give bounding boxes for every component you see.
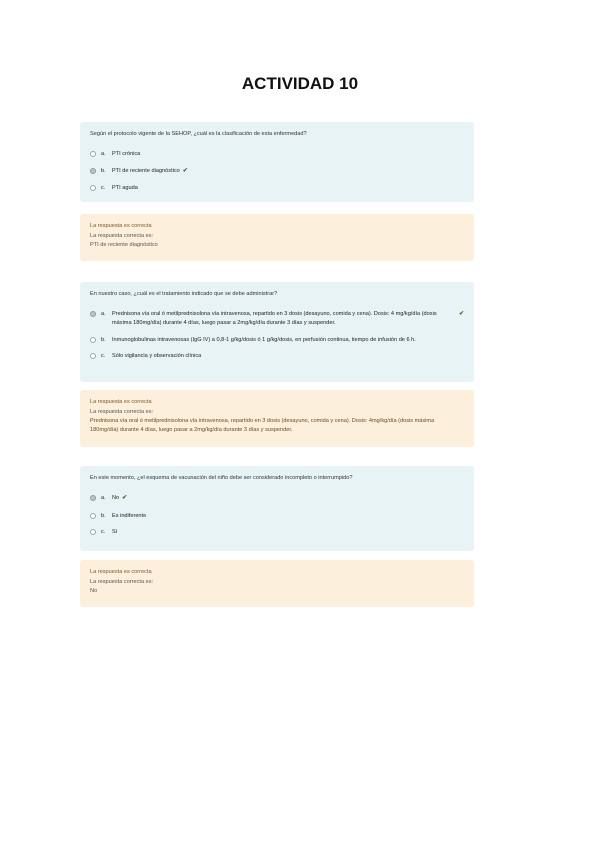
option-letter: a.	[101, 311, 106, 318]
option-a[interactable]	[90, 494, 464, 503]
option-letter: b.	[101, 512, 106, 519]
checkmark-icon: ✔	[122, 495, 128, 502]
radio-button[interactable]	[90, 151, 96, 157]
feedback-card-1	[80, 214, 474, 261]
option-letter: a.	[101, 151, 106, 158]
option-text: PTI de reciente diagnóstico	[112, 168, 180, 175]
option-c[interactable]	[90, 528, 464, 537]
option-c[interactable]	[90, 352, 464, 361]
question-text: Según el protocolo vigente de la SEHOP, ¿cuál es la clasificación de esta enfermedad?	[90, 131, 307, 137]
feedback-status: La respuesta es correcta	[90, 569, 152, 575]
correct-answer-text: PTI de reciente diagnóstico	[90, 242, 158, 248]
correct-answer-label: La respuesta correcta es:	[90, 408, 154, 415]
option-a[interactable]	[90, 150, 464, 159]
option-letter: c.	[101, 353, 106, 360]
radio-button-selected[interactable]	[90, 168, 96, 174]
question-card-1	[80, 122, 474, 202]
feedback-card-3	[80, 560, 474, 607]
radio-button[interactable]	[90, 185, 96, 191]
option-text: Es indiferente	[112, 512, 147, 519]
feedback-card-2	[80, 390, 474, 447]
option-text: Sí	[112, 529, 118, 536]
feedback-status: La respuesta es correcta	[90, 223, 152, 229]
correct-answer-label: La respuesta correcta es:	[90, 232, 154, 239]
option-letter: a.	[101, 495, 106, 502]
checkmark-icon: ✔	[458, 311, 464, 318]
question-text: En este momento, ¿el esquema de vacunación del niño debe ser considerado incompleto o interrumpido?	[90, 475, 353, 481]
question-card-2	[80, 282, 474, 382]
option-text: No	[112, 495, 120, 502]
option-letter: c.	[101, 185, 106, 192]
option-letter: b.	[101, 336, 106, 343]
checkmark-icon: ✔	[182, 168, 188, 175]
option-c[interactable]	[90, 184, 464, 193]
option-text: PTI crónica	[112, 151, 141, 158]
radio-button[interactable]	[90, 353, 96, 359]
correct-answer-text: Prednisona vía oral ó metilprednisolona vía intravenosa, repartido en 3 dosis (desayuno, comida y cena). Dosis: 4mg/kg/día (dosis máxima 180mg/día) durante 4 días, luego pasar a 2mg/kg/día durante 3 días y suspender.	[90, 418, 435, 433]
option-letter: c.	[101, 529, 106, 536]
radio-button[interactable]	[90, 529, 96, 535]
question-text: En nuestro caso, ¿cuál es el tratamiento indicado que se debe administrar?	[90, 291, 278, 297]
page-title: ACTIVIDAD 10	[241, 74, 359, 93]
option-text: Prednisona vía oral ó metilprednisolona vía intravenosa, repartido en 3 dosis (desayuno, comida y cena). Dosis: 4 mg/kg/día (dosis máxima 180mg/día) durante 4 días, luego pasar a 2mg/kg/día durante 3 días y suspender.	[112, 311, 437, 327]
radio-button-selected[interactable]	[90, 311, 96, 317]
option-letter: b.	[101, 168, 106, 175]
correct-answer-label: La respuesta correcta es:	[90, 578, 154, 585]
option-text: Inmunoglobulinas intravenosas (IgG IV) a 0,8-1 g/kg/dosis ó 1 g/kg/dosis, en perfusión continua, tiempo de infusión de 6 h.	[112, 336, 416, 343]
option-text: Sólo vigilancia y observación clínica	[112, 353, 202, 360]
question-card-3	[80, 466, 474, 551]
radio-button[interactable]	[90, 513, 96, 519]
option-text: PTI aguda	[112, 185, 138, 192]
radio-button-selected[interactable]	[90, 495, 96, 501]
feedback-status: La respuesta es correcta	[90, 399, 152, 405]
radio-button[interactable]	[90, 337, 96, 343]
option-b[interactable]	[90, 512, 464, 521]
option-a[interactable]	[90, 310, 464, 327]
correct-answer-text: No	[90, 588, 98, 594]
option-b[interactable]	[90, 167, 464, 176]
option-b[interactable]	[90, 336, 464, 345]
